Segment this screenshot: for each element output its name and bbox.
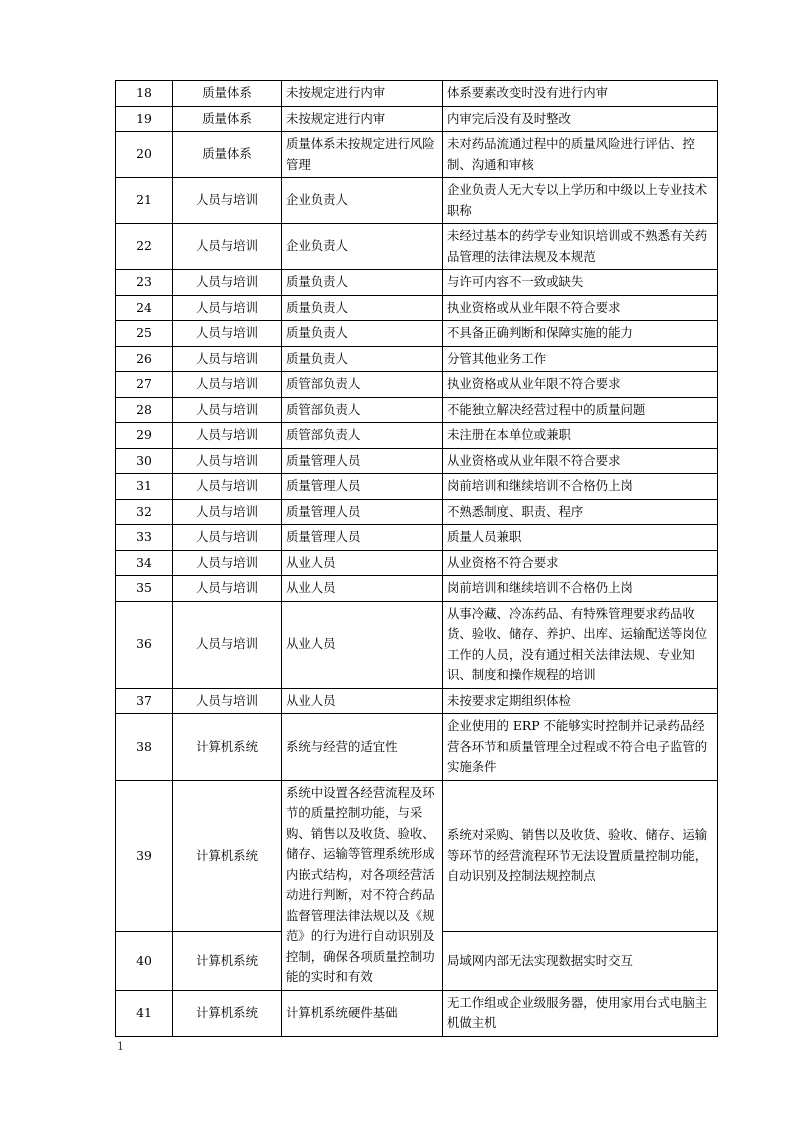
row-category-cell: 人员与培训 — [173, 550, 282, 576]
table-row — [116, 132, 718, 178]
row-description-cell: 不熟悉制度、职责、程序 — [443, 499, 718, 525]
table-row — [116, 780, 718, 932]
row-item-cell: 质量负责人 — [282, 346, 443, 372]
compliance-table — [115, 80, 718, 1037]
row-category-cell: 人员与培训 — [173, 372, 282, 398]
row-item-cell: 质管部负责人 — [282, 397, 443, 423]
row-description-cell: 岗前培训和继续培训不合格仍上岗 — [443, 576, 718, 602]
row-description-cell: 质量人员兼职 — [443, 525, 718, 551]
row-category-cell: 人员与培训 — [173, 688, 282, 714]
row-number-cell: 23 — [116, 270, 173, 296]
row-number-cell: 38 — [116, 714, 173, 781]
row-item-cell: 系统与经营的适宜性 — [282, 714, 443, 781]
row-number-cell: 32 — [116, 499, 173, 525]
table-row — [116, 550, 718, 576]
row-number-cell: 33 — [116, 525, 173, 551]
row-description-cell: 从业资格不符合要求 — [443, 550, 718, 576]
row-category-cell: 人员与培训 — [173, 224, 282, 270]
table-row — [116, 601, 718, 688]
row-description-cell: 岗前培训和继续培训不合格仍上岗 — [443, 474, 718, 500]
row-number-cell: 37 — [116, 688, 173, 714]
row-description-cell: 企业使用的 ERP 不能够实时控制并记录药品经营各环节和质量管理全过程或不符合电子监管的实施条件 — [443, 714, 718, 781]
row-item-cell: 从业人员 — [282, 576, 443, 602]
row-category-cell: 人员与培训 — [173, 346, 282, 372]
row-number-cell: 28 — [116, 397, 173, 423]
row-number-cell: 21 — [116, 178, 173, 224]
row-category-cell: 人员与培训 — [173, 270, 282, 296]
row-category-cell: 人员与培训 — [173, 423, 282, 449]
row-description-cell: 未经过基本的药学专业知识培训或不熟悉有关药品管理的法律法规及本规范 — [443, 224, 718, 270]
row-description-cell: 从业资格或从业年限不符合要求 — [443, 448, 718, 474]
page-number: 1 — [117, 1040, 124, 1053]
table-row — [116, 295, 718, 321]
table-row — [116, 224, 718, 270]
row-description-cell: 局域网内部无法实现数据实时交互 — [443, 932, 718, 990]
table-row — [116, 448, 718, 474]
row-number-cell: 18 — [116, 81, 173, 107]
row-description-cell: 与许可内容不一致或缺失 — [443, 270, 718, 296]
row-category-cell: 人员与培训 — [173, 601, 282, 688]
row-item-cell: 从业人员 — [282, 601, 443, 688]
row-category-cell: 质量体系 — [173, 81, 282, 107]
row-description-cell: 未按要求定期组织体检 — [443, 688, 718, 714]
row-category-cell: 计算机系统 — [173, 780, 282, 932]
row-description-cell: 体系要素改变时没有进行内审 — [443, 81, 718, 107]
row-number-cell: 24 — [116, 295, 173, 321]
row-item-cell: 质管部负责人 — [282, 372, 443, 398]
row-description-cell: 执业资格或从业年限不符合要求 — [443, 372, 718, 398]
row-item-cell: 企业负责人 — [282, 224, 443, 270]
row-category-cell: 人员与培训 — [173, 499, 282, 525]
table-row — [116, 525, 718, 551]
row-description-cell: 执业资格或从业年限不符合要求 — [443, 295, 718, 321]
row-category-cell: 人员与培训 — [173, 178, 282, 224]
row-number-cell: 34 — [116, 550, 173, 576]
row-description-cell: 未注册在本单位或兼职 — [443, 423, 718, 449]
table-row — [116, 321, 718, 347]
row-number-cell: 31 — [116, 474, 173, 500]
row-number-cell: 26 — [116, 346, 173, 372]
row-item-cell: 质量管理人员 — [282, 448, 443, 474]
table-body — [116, 81, 718, 1037]
table-row — [116, 714, 718, 781]
row-item-cell: 质量体系未按规定进行风险管理 — [282, 132, 443, 178]
row-description-cell: 企业负责人无大专以上学历和中级以上专业技术职称 — [443, 178, 718, 224]
row-description-cell: 不具备正确判断和保障实施的能力 — [443, 321, 718, 347]
row-category-cell: 质量体系 — [173, 132, 282, 178]
row-category-cell: 人员与培训 — [173, 525, 282, 551]
row-description-cell: 分管其他业务工作 — [443, 346, 718, 372]
row-number-cell: 22 — [116, 224, 173, 270]
table-row — [116, 178, 718, 224]
table-row — [116, 346, 718, 372]
table-row — [116, 270, 718, 296]
row-category-cell: 人员与培训 — [173, 448, 282, 474]
row-item-cell: 从业人员 — [282, 688, 443, 714]
row-item-cell: 未按规定进行内审 — [282, 81, 443, 107]
row-number-cell: 25 — [116, 321, 173, 347]
row-item-cell: 质量管理人员 — [282, 474, 443, 500]
row-item-cell: 质量负责人 — [282, 270, 443, 296]
row-item-cell: 质量负责人 — [282, 321, 443, 347]
row-item-cell: 质量管理人员 — [282, 499, 443, 525]
row-number-cell: 20 — [116, 132, 173, 178]
row-description-cell: 从事冷藏、冷冻药品、有特殊管理要求药品收货、验收、储存、养护、出库、运输配送等岗位工作的人员，没有通过相关法律法规、专业知识、制度和操作规程的培训 — [443, 601, 718, 688]
row-item-cell: 质量管理人员 — [282, 525, 443, 551]
row-item-cell: 质管部负责人 — [282, 423, 443, 449]
row-item-cell: 质量负责人 — [282, 295, 443, 321]
row-description-cell: 不能独立解决经营过程中的质量问题 — [443, 397, 718, 423]
row-item-cell: 从业人员 — [282, 550, 443, 576]
table-row — [116, 423, 718, 449]
row-description-cell: 内审完后没有及时整改 — [443, 106, 718, 132]
row-number-cell: 36 — [116, 601, 173, 688]
row-description-cell: 无工作组或企业级服务器，使用家用台式电脑主机做主机 — [443, 990, 718, 1036]
row-number-cell: 27 — [116, 372, 173, 398]
row-item-cell-merged: 系统中设置各经营流程及环节的质量控制功能，与采购、销售以及收货、验收、储存、运输等管理系统形成内嵌式结构，对各项经营活动进行判断，对不符合药品监督管理法律法规以及《规范》的行为进行自动识别及控制，确保各项质量控制功能的实时和有效 — [282, 780, 443, 990]
row-category-cell: 计算机系统 — [173, 714, 282, 781]
table-row — [116, 397, 718, 423]
row-number-cell: 30 — [116, 448, 173, 474]
row-category-cell: 计算机系统 — [173, 932, 282, 990]
row-number-cell: 41 — [116, 990, 173, 1036]
row-description-cell: 未对药品流通过程中的质量风险进行评估、控制、沟通和审核 — [443, 132, 718, 178]
row-item-cell: 未按规定进行内审 — [282, 106, 443, 132]
table-row — [116, 106, 718, 132]
row-category-cell: 质量体系 — [173, 106, 282, 132]
table-row — [116, 688, 718, 714]
row-number-cell: 39 — [116, 780, 173, 932]
row-number-cell: 40 — [116, 932, 173, 990]
table-row — [116, 990, 718, 1036]
row-category-cell: 人员与培训 — [173, 576, 282, 602]
table-row — [116, 499, 718, 525]
row-category-cell: 人员与培训 — [173, 474, 282, 500]
row-category-cell: 人员与培训 — [173, 397, 282, 423]
row-number-cell: 29 — [116, 423, 173, 449]
table-row — [116, 81, 718, 107]
row-category-cell: 人员与培训 — [173, 321, 282, 347]
row-category-cell: 人员与培训 — [173, 295, 282, 321]
table-row — [116, 576, 718, 602]
row-number-cell: 35 — [116, 576, 173, 602]
row-description-cell: 系统对采购、销售以及收货、验收、储存、运输等环节的经营流程环节无法设置质量控制功能，自动识别及控制法规控制点 — [443, 780, 718, 932]
row-number-cell: 19 — [116, 106, 173, 132]
table-row — [116, 372, 718, 398]
row-category-cell: 计算机系统 — [173, 990, 282, 1036]
row-item-cell: 企业负责人 — [282, 178, 443, 224]
table-row — [116, 474, 718, 500]
row-item-cell: 计算机系统硬件基础 — [282, 990, 443, 1036]
